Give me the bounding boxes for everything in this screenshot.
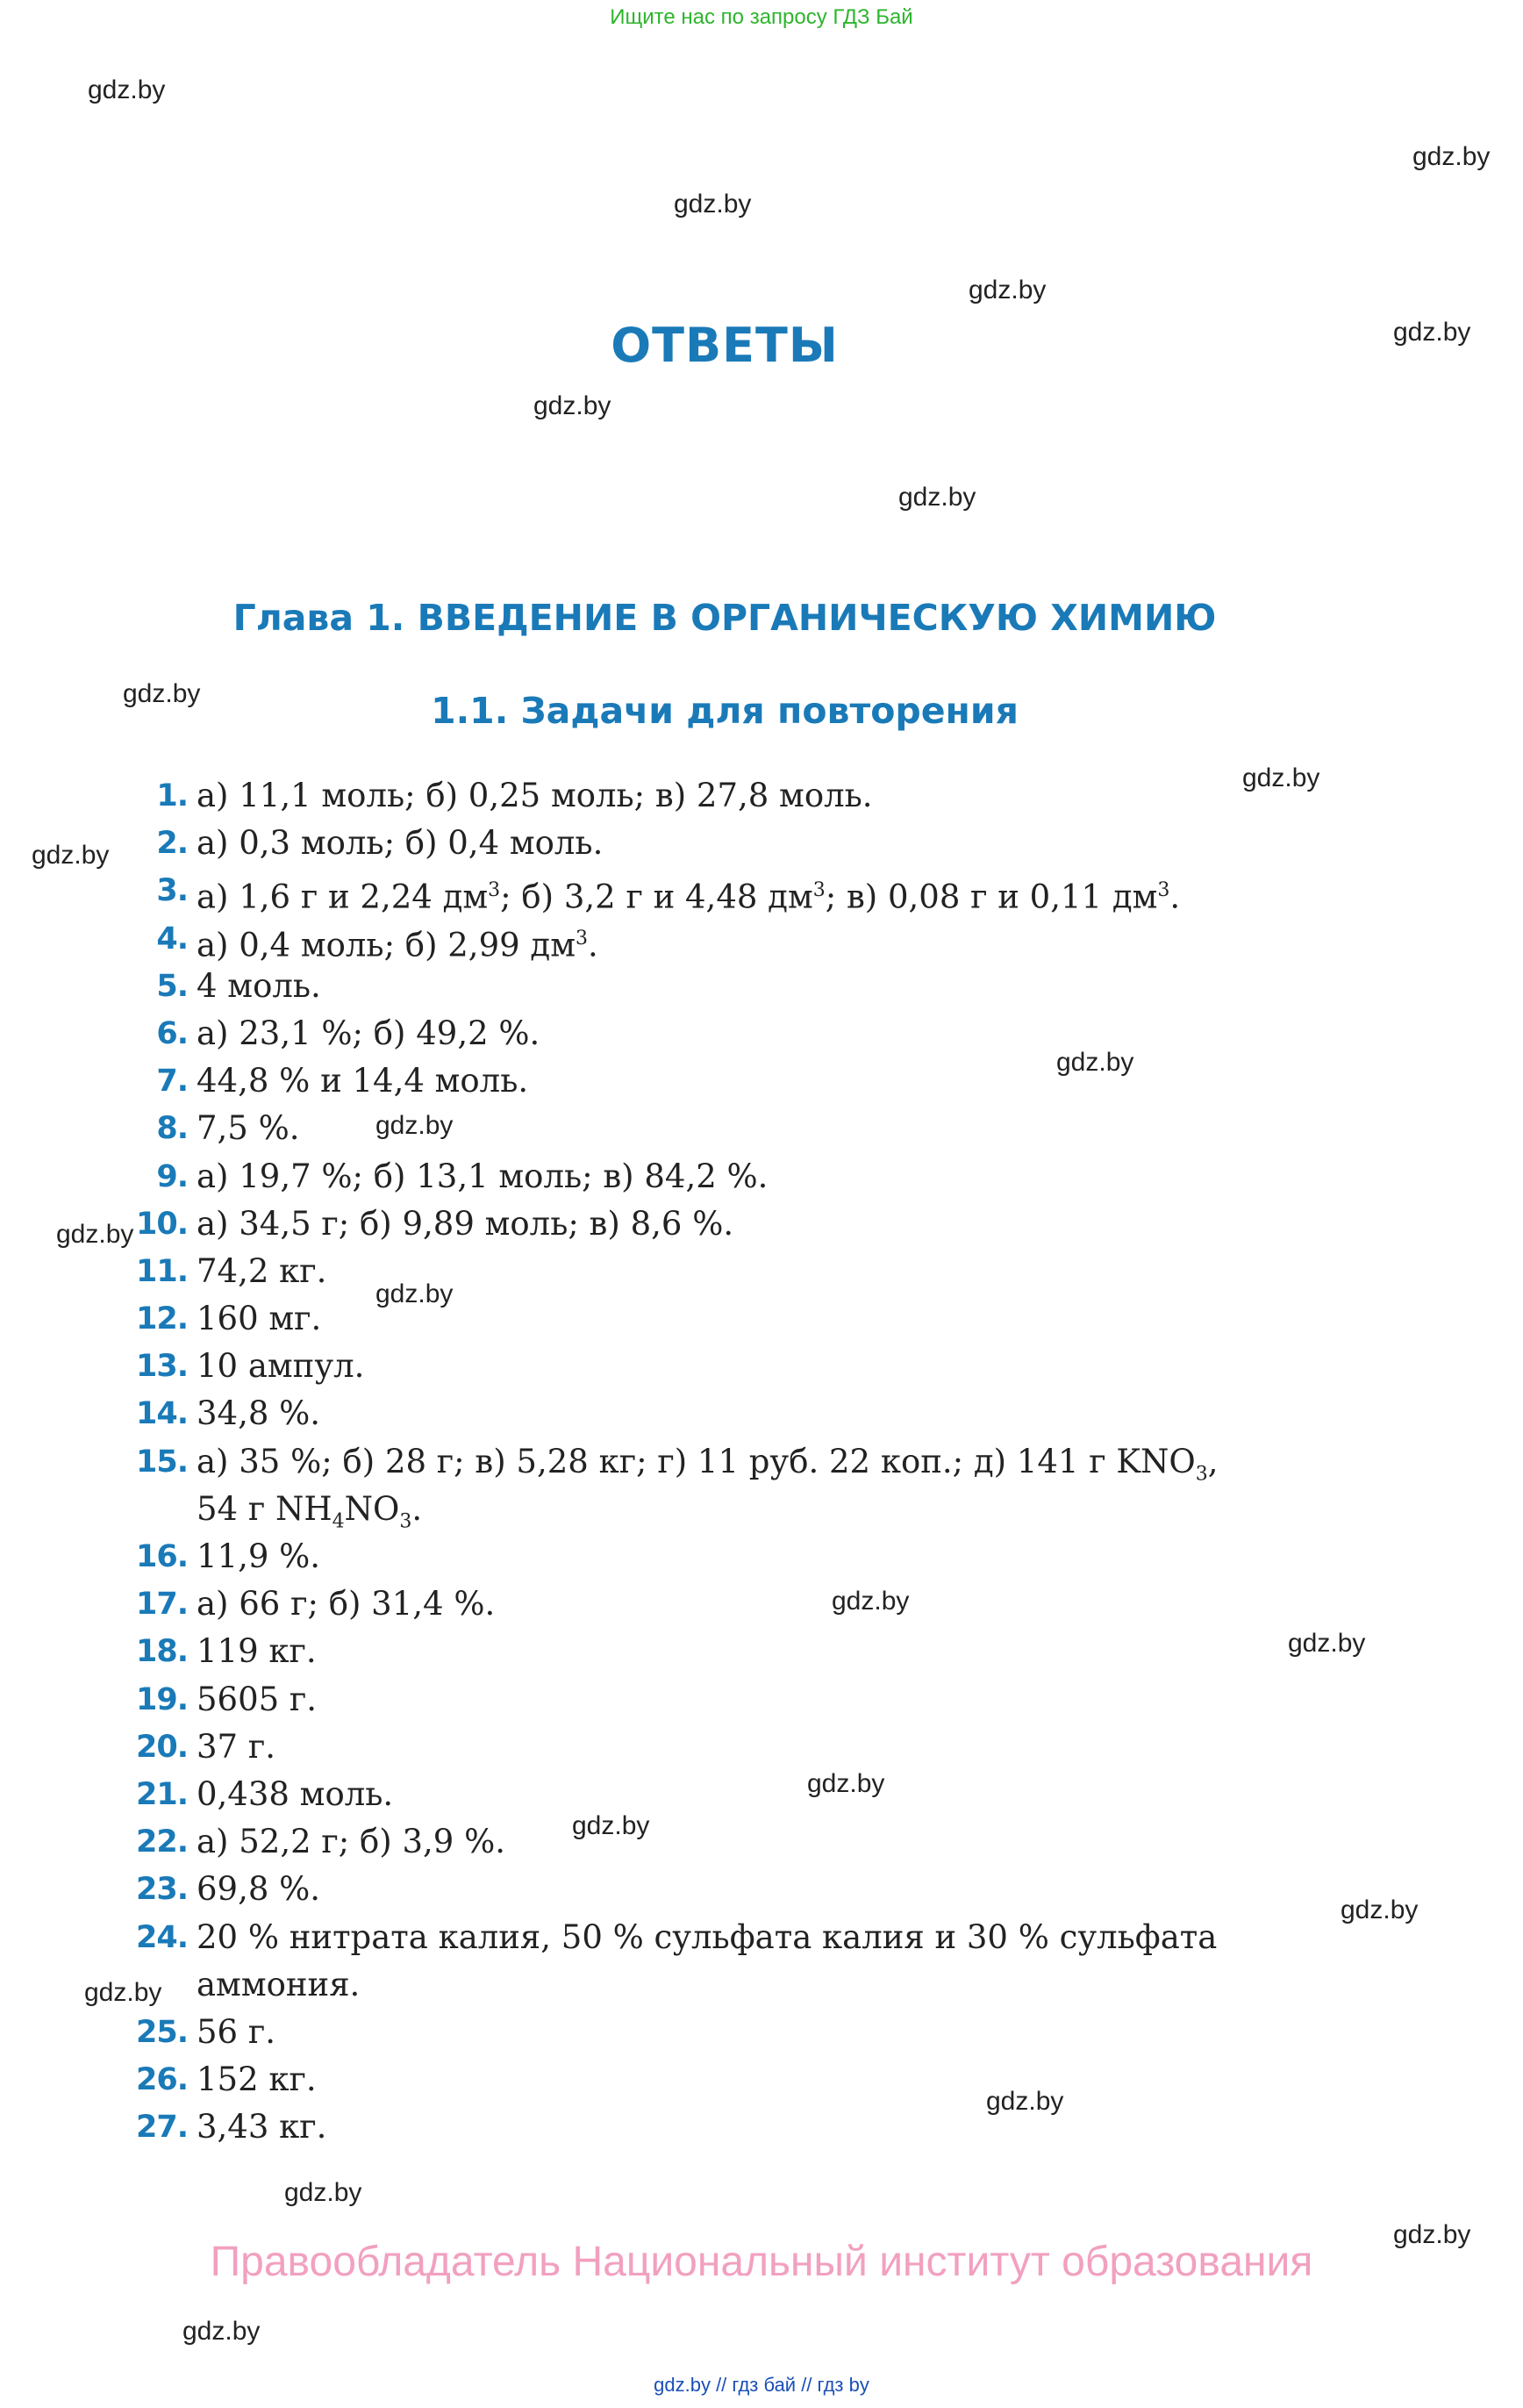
answer-text: а) 11,1 моль; б) 0,25 моль; в) 27,8 моль. [197, 777, 873, 814]
answer-text: а) 0,4 моль; б) 2,99 $дм^3$. [197, 925, 598, 964]
answer-item [0, 1105, 1369, 1152]
answer-number: 27. [135, 2110, 188, 2146]
watermark: gdz.by [1393, 2220, 1471, 2249]
answer-item [0, 1533, 1369, 1580]
answer-item [0, 2056, 1369, 2103]
watermark: gdz.by [84, 1978, 162, 2007]
answer-text: 34,8 %. [197, 1394, 321, 1433]
answer-text: 7,5 %. [197, 1109, 300, 1148]
answer-number: 8. [156, 1111, 188, 1147]
answer-number: 23. [135, 1872, 188, 1908]
answer-text: а) 0,3 моль; б) 0,4 моль. [197, 824, 604, 863]
answer-item [0, 1343, 1369, 1390]
answer-number: 3. [156, 873, 188, 909]
footer-links[interactable]: gdz.by // гдз бай // гдз by [654, 2374, 869, 2396]
answer-number: 20. [135, 1729, 188, 1765]
section-title: 1.1. Задачи для повторения [431, 690, 1019, 732]
answer-text-continued: аммония. [197, 1965, 361, 2003]
answer-text: а) 52,2 г; б) 3,9 %. [197, 1823, 506, 1861]
copyright-owner: Правообладатель Национальный институт образования [210, 2239, 1313, 2285]
answer-item [0, 963, 1369, 1010]
answer-text: 3,43 кг. [197, 2108, 327, 2146]
answer-item [0, 1200, 1369, 1248]
answer-item [0, 1010, 1369, 1057]
watermark: gdz.by [1056, 1048, 1134, 1077]
watermark: gdz.by [32, 841, 110, 870]
answer-number: 9. [156, 1158, 188, 1194]
answer-item [0, 2009, 1369, 2056]
answers-heading: ОТВЕТЫ [611, 318, 839, 373]
answer-number: 15. [135, 1444, 188, 1480]
watermark: gdz.by [284, 2178, 362, 2207]
chapter-title: Глава 1. ВВЕДЕНИЕ В ОРГАНИЧЕСКУЮ ХИМИЮ [232, 597, 1217, 639]
answer-item [0, 1438, 1369, 1533]
answer-text: 160 мг. [197, 1300, 322, 1338]
answer-item [0, 1390, 1369, 1437]
answer-text: а) 1,6 г и 2,24 $дм^3$; б) 3,2 г и 4,48 $дм^3$; в) 0,08 г и 0,11 $дм^3$. [197, 878, 1181, 916]
answer-text: 152 кг. [197, 2060, 317, 2099]
answer-text: 20 % нитрата калия, 50 % сульфата калия и 30 % сульфата [197, 1917, 1218, 1956]
answer-number: 11. [135, 1253, 188, 1289]
watermark: gdz.by [1412, 142, 1491, 171]
answer-number: 19. [135, 1681, 188, 1717]
answer-number: 7. [156, 1064, 188, 1100]
answer-item [0, 1153, 1369, 1200]
answer-text: а) 66 г; б) 31,4 %. [197, 1585, 496, 1623]
answer-number: 5. [156, 968, 188, 1004]
answer-number: 1. [156, 778, 188, 813]
answer-item [0, 1818, 1369, 1866]
answer-item [0, 1057, 1369, 1105]
answer-number: 2. [156, 826, 188, 862]
answer-item [0, 820, 1369, 867]
answer-text: 69,8 %. [197, 1870, 321, 1909]
answer-text: а) 34,5 г; б) 9,89 моль; в) 8,6 %. [197, 1204, 734, 1243]
answer-item [0, 915, 1369, 963]
answer-number: 26. [135, 2062, 188, 2098]
answer-text: 11,9 %. [197, 1537, 321, 1576]
answer-text: а) 19,7 %; б) 13,1 моль; в) 84,2 %. [197, 1157, 769, 1195]
answer-item [0, 1771, 1369, 1818]
answer-item [0, 1914, 1369, 2009]
watermark: gdz.by [123, 679, 201, 708]
answer-item [0, 1866, 1369, 1913]
watermark: gdz.by [572, 1811, 650, 1840]
watermark: gdz.by [898, 483, 976, 512]
answer-text: 5605 г. [197, 1680, 318, 1718]
answer-item [0, 867, 1369, 914]
watermark: gdz.by [533, 391, 611, 420]
answer-item [0, 1580, 1369, 1628]
answer-text: а) 35 %; б) 28 г; в) 5,28 кг; г) 11 руб. 22 коп.; д) 141 г $KNO_3$, [197, 1442, 1219, 1486]
watermark: gdz.by [832, 1587, 910, 1616]
answer-number: 18. [135, 1634, 188, 1670]
answer-text: 44,8 % и 14,4 моль. [197, 1062, 529, 1100]
answer-number: 4. [156, 921, 188, 957]
answer-text: 4 моль. [197, 966, 321, 1005]
answer-item [0, 1628, 1369, 1675]
watermark: gdz.by [182, 2317, 261, 2346]
answer-text: 119 кг. [197, 1632, 317, 1671]
answer-number: 25. [135, 2014, 188, 2050]
answer-text: 10 ампул. [197, 1347, 365, 1386]
top-banner[interactable]: Ищите нас по запросу ГДЗ Бай [610, 5, 913, 29]
answer-number: 22. [135, 1824, 188, 1860]
watermark: gdz.by [1288, 1629, 1366, 1658]
answer-number: 13. [135, 1349, 188, 1385]
watermark: gdz.by [88, 75, 166, 104]
answer-item [0, 1724, 1369, 1771]
answer-text: а) 23,1 %; б) 49,2 %. [197, 1014, 540, 1052]
answer-item [0, 2103, 1369, 2151]
answer-text-continued: 54 г $NH_4NO_3$. [197, 1489, 423, 1533]
answer-text: 0,438 моль. [197, 1774, 394, 1813]
watermark: gdz.by [969, 276, 1047, 305]
watermark: gdz.by [1393, 318, 1471, 347]
answer-number: 24. [135, 1919, 188, 1955]
watermark: gdz.by [1242, 763, 1320, 792]
answer-number: 14. [135, 1396, 188, 1432]
answer-number: 21. [135, 1776, 188, 1812]
answer-text: 37 г. [197, 1727, 275, 1766]
watermark: gdz.by [56, 1220, 134, 1249]
answer-item [0, 1248, 1369, 1295]
answer-number: 16. [135, 1539, 188, 1575]
watermark: gdz.by [1341, 1896, 1419, 1924]
answer-text: 74,2 кг. [197, 1251, 327, 1290]
watermark: gdz.by [986, 2087, 1064, 2116]
answer-number: 12. [135, 1301, 188, 1337]
answer-item [0, 1676, 1369, 1724]
watermark: gdz.by [375, 1279, 454, 1308]
watermark: gdz.by [807, 1769, 885, 1798]
watermark: gdz.by [375, 1111, 454, 1140]
answer-item [0, 1295, 1369, 1343]
answer-number: 10. [135, 1206, 188, 1242]
watermark: gdz.by [674, 190, 752, 219]
answer-item [0, 772, 1369, 820]
answers-list [0, 772, 1369, 2151]
answer-number: 6. [156, 1015, 188, 1051]
answer-number: 17. [135, 1587, 188, 1623]
answer-text: 56 г. [197, 2012, 275, 2051]
